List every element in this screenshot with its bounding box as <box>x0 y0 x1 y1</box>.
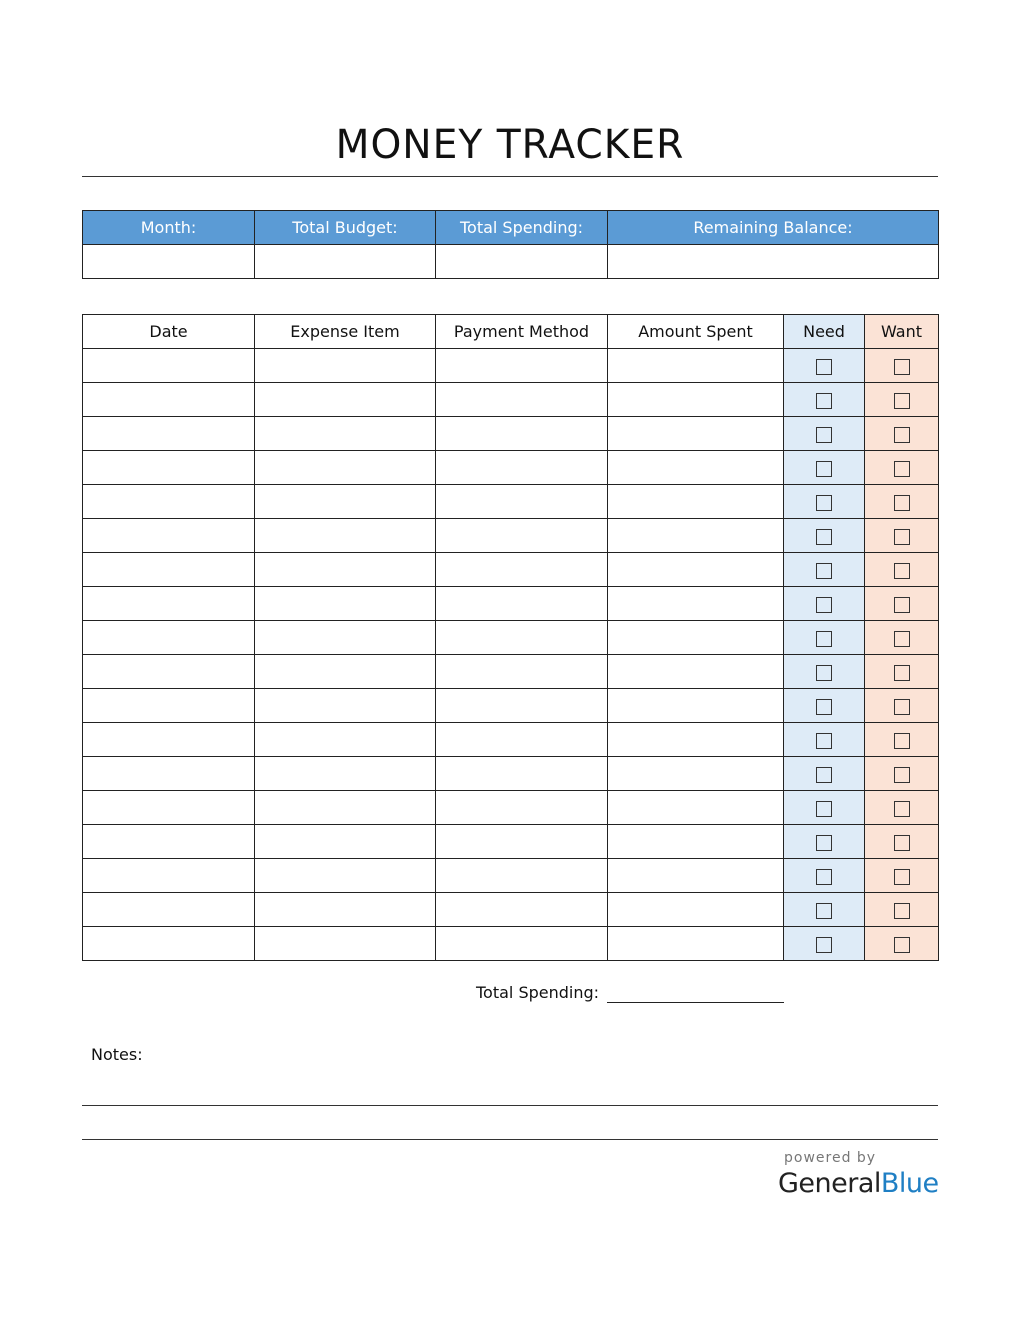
need-cell <box>784 655 865 689</box>
need-checkbox[interactable] <box>816 563 832 579</box>
date-cell[interactable] <box>83 859 255 893</box>
header-payment-method: Payment Method <box>436 315 608 349</box>
table-row <box>83 791 939 825</box>
amount-spent-cell[interactable] <box>608 519 784 553</box>
want-checkbox[interactable] <box>894 733 910 749</box>
header-amount-spent: Amount Spent <box>608 315 784 349</box>
expense-item-cell[interactable] <box>255 825 436 859</box>
amount-spent-cell[interactable] <box>608 757 784 791</box>
payment-method-cell[interactable] <box>436 451 608 485</box>
expense-item-cell[interactable] <box>255 383 436 417</box>
date-cell[interactable] <box>83 723 255 757</box>
summary-table <box>82 210 939 279</box>
table-row <box>83 927 939 961</box>
table-row <box>83 825 939 859</box>
table-row <box>83 859 939 893</box>
expense-item-cell[interactable] <box>255 621 436 655</box>
header-expense-item: Expense Item <box>255 315 436 349</box>
notes-label: Notes: <box>91 1045 143 1064</box>
need-cell <box>784 485 865 519</box>
need-cell <box>784 383 865 417</box>
expense-item-cell[interactable] <box>255 893 436 927</box>
want-cell <box>865 859 939 893</box>
date-cell[interactable] <box>83 689 255 723</box>
payment-method-cell[interactable] <box>436 791 608 825</box>
need-cell <box>784 519 865 553</box>
need-cell <box>784 689 865 723</box>
expense-item-cell[interactable] <box>255 859 436 893</box>
want-cell <box>865 723 939 757</box>
want-checkbox[interactable] <box>894 631 910 647</box>
need-cell <box>784 927 865 961</box>
want-checkbox[interactable] <box>894 393 910 409</box>
expense-item-cell[interactable] <box>255 757 436 791</box>
summary-header-total-spending: Total Spending: <box>436 211 608 245</box>
want-cell <box>865 349 939 383</box>
need-checkbox[interactable] <box>816 835 832 851</box>
want-cell <box>865 689 939 723</box>
need-cell <box>784 621 865 655</box>
need-cell <box>784 757 865 791</box>
month-field[interactable] <box>83 245 255 279</box>
summary-header-month: Month: <box>83 211 255 245</box>
brand-general: General <box>778 1168 881 1199</box>
payment-method-cell[interactable] <box>436 349 608 383</box>
total-spending-field[interactable] <box>436 245 608 279</box>
payment-method-cell[interactable] <box>436 723 608 757</box>
need-cell <box>784 791 865 825</box>
need-checkbox[interactable] <box>816 903 832 919</box>
date-cell[interactable] <box>83 893 255 927</box>
need-cell <box>784 451 865 485</box>
date-cell[interactable] <box>83 927 255 961</box>
expense-rows <box>83 349 939 961</box>
header-need: Need <box>784 315 865 349</box>
amount-spent-cell[interactable] <box>608 417 784 451</box>
brand-logo <box>778 1168 939 1199</box>
payment-method-cell[interactable] <box>436 485 608 519</box>
date-cell[interactable] <box>83 485 255 519</box>
want-checkbox[interactable] <box>894 869 910 885</box>
need-checkbox[interactable] <box>816 461 832 477</box>
need-checkbox[interactable] <box>816 393 832 409</box>
table-row <box>83 757 939 791</box>
date-cell[interactable] <box>83 587 255 621</box>
amount-spent-cell[interactable] <box>608 553 784 587</box>
need-cell <box>784 723 865 757</box>
table-row <box>83 655 939 689</box>
need-checkbox[interactable] <box>816 359 832 375</box>
table-row <box>83 689 939 723</box>
need-cell <box>784 553 865 587</box>
want-checkbox[interactable] <box>894 529 910 545</box>
need-checkbox[interactable] <box>816 801 832 817</box>
expense-item-cell[interactable] <box>255 519 436 553</box>
total-spending-line[interactable] <box>607 1002 784 1003</box>
expense-item-cell[interactable] <box>255 927 436 961</box>
amount-spent-cell[interactable] <box>608 587 784 621</box>
want-checkbox[interactable] <box>894 495 910 511</box>
table-row <box>83 519 939 553</box>
want-cell <box>865 621 939 655</box>
date-cell[interactable] <box>83 791 255 825</box>
powered-by-text: powered by <box>784 1150 877 1166</box>
amount-spent-cell[interactable] <box>608 485 784 519</box>
date-cell[interactable] <box>83 621 255 655</box>
amount-spent-cell[interactable] <box>608 927 784 961</box>
date-cell[interactable] <box>83 553 255 587</box>
brand-blue: Blue <box>880 1168 939 1199</box>
summary-value-row <box>83 245 939 279</box>
expense-item-cell[interactable] <box>255 587 436 621</box>
page-title: MONEY TRACKER <box>335 122 685 168</box>
expense-header-row <box>83 315 939 349</box>
want-checkbox[interactable] <box>894 835 910 851</box>
table-row <box>83 417 939 451</box>
want-cell <box>865 655 939 689</box>
date-cell[interactable] <box>83 383 255 417</box>
header-want: Want <box>865 315 939 349</box>
title-divider <box>82 176 938 177</box>
expense-item-cell[interactable] <box>255 451 436 485</box>
expense-item-cell[interactable] <box>255 553 436 587</box>
need-checkbox[interactable] <box>816 767 832 783</box>
payment-method-cell[interactable] <box>436 587 608 621</box>
want-cell <box>865 519 939 553</box>
amount-spent-cell[interactable] <box>608 689 784 723</box>
expense-item-cell[interactable] <box>255 485 436 519</box>
need-checkbox[interactable] <box>816 427 832 443</box>
date-cell[interactable] <box>83 349 255 383</box>
header-date: Date <box>83 315 255 349</box>
notes-line[interactable] <box>82 1105 938 1106</box>
payment-method-cell[interactable] <box>436 689 608 723</box>
want-checkbox[interactable] <box>894 665 910 681</box>
date-cell[interactable] <box>83 655 255 689</box>
amount-spent-cell[interactable] <box>608 621 784 655</box>
amount-spent-cell[interactable] <box>608 655 784 689</box>
want-checkbox[interactable] <box>894 597 910 613</box>
payment-method-cell[interactable] <box>436 417 608 451</box>
table-row <box>83 383 939 417</box>
need-checkbox[interactable] <box>816 631 832 647</box>
need-cell <box>784 349 865 383</box>
want-checkbox[interactable] <box>894 359 910 375</box>
expense-item-cell[interactable] <box>255 791 436 825</box>
expense-item-cell[interactable] <box>255 723 436 757</box>
payment-method-cell[interactable] <box>436 553 608 587</box>
need-checkbox[interactable] <box>816 937 832 953</box>
payment-method-cell[interactable] <box>436 383 608 417</box>
need-cell <box>784 587 865 621</box>
table-row <box>83 621 939 655</box>
want-checkbox[interactable] <box>894 937 910 953</box>
want-cell <box>865 927 939 961</box>
want-cell <box>865 757 939 791</box>
want-cell <box>865 893 939 927</box>
payment-method-cell[interactable] <box>436 825 608 859</box>
table-row <box>83 553 939 587</box>
need-checkbox[interactable] <box>816 597 832 613</box>
want-checkbox[interactable] <box>894 563 910 579</box>
amount-spent-cell[interactable] <box>608 825 784 859</box>
date-cell[interactable] <box>83 825 255 859</box>
table-row <box>83 893 939 927</box>
want-checkbox[interactable] <box>894 461 910 477</box>
summary-header-remaining-balance: Remaining Balance: <box>608 211 939 245</box>
need-cell <box>784 893 865 927</box>
summary-header-row <box>83 211 939 245</box>
expense-table <box>82 314 939 961</box>
total-spending-label: Total Spending: <box>476 983 600 1002</box>
expense-item-cell[interactable] <box>255 689 436 723</box>
want-cell <box>865 417 939 451</box>
table-row <box>83 349 939 383</box>
payment-method-cell[interactable] <box>436 655 608 689</box>
need-checkbox[interactable] <box>816 665 832 681</box>
remaining-balance-field[interactable] <box>608 245 939 279</box>
table-row <box>83 485 939 519</box>
amount-spent-cell[interactable] <box>608 723 784 757</box>
table-row <box>83 587 939 621</box>
need-cell <box>784 825 865 859</box>
expense-item-cell[interactable] <box>255 417 436 451</box>
amount-spent-cell[interactable] <box>608 859 784 893</box>
need-cell <box>784 859 865 893</box>
total-budget-field[interactable] <box>255 245 436 279</box>
want-cell <box>865 587 939 621</box>
want-cell <box>865 451 939 485</box>
want-checkbox[interactable] <box>894 427 910 443</box>
payment-method-cell[interactable] <box>436 757 608 791</box>
want-cell <box>865 825 939 859</box>
want-checkbox[interactable] <box>894 767 910 783</box>
payment-method-cell[interactable] <box>436 859 608 893</box>
amount-spent-cell[interactable] <box>608 383 784 417</box>
table-row <box>83 723 939 757</box>
date-cell[interactable] <box>83 417 255 451</box>
expense-item-cell[interactable] <box>255 349 436 383</box>
need-checkbox[interactable] <box>816 699 832 715</box>
payment-method-cell[interactable] <box>436 893 608 927</box>
want-checkbox[interactable] <box>894 903 910 919</box>
want-cell <box>865 553 939 587</box>
want-checkbox[interactable] <box>894 699 910 715</box>
amount-spent-cell[interactable] <box>608 349 784 383</box>
need-checkbox[interactable] <box>816 733 832 749</box>
amount-spent-cell[interactable] <box>608 451 784 485</box>
date-cell[interactable] <box>83 451 255 485</box>
want-checkbox[interactable] <box>894 801 910 817</box>
date-cell[interactable] <box>83 757 255 791</box>
payment-method-cell[interactable] <box>436 927 608 961</box>
need-cell <box>784 417 865 451</box>
need-checkbox[interactable] <box>816 529 832 545</box>
payment-method-cell[interactable] <box>436 519 608 553</box>
expense-item-cell[interactable] <box>255 655 436 689</box>
want-cell <box>865 383 939 417</box>
payment-method-cell[interactable] <box>436 621 608 655</box>
date-cell[interactable] <box>83 519 255 553</box>
summary-header-total-budget: Total Budget: <box>255 211 436 245</box>
want-cell <box>865 791 939 825</box>
need-checkbox[interactable] <box>816 869 832 885</box>
amount-spent-cell[interactable] <box>608 893 784 927</box>
table-row <box>83 451 939 485</box>
amount-spent-cell[interactable] <box>608 791 784 825</box>
need-checkbox[interactable] <box>816 495 832 511</box>
notes-line[interactable] <box>82 1139 938 1140</box>
want-cell <box>865 485 939 519</box>
